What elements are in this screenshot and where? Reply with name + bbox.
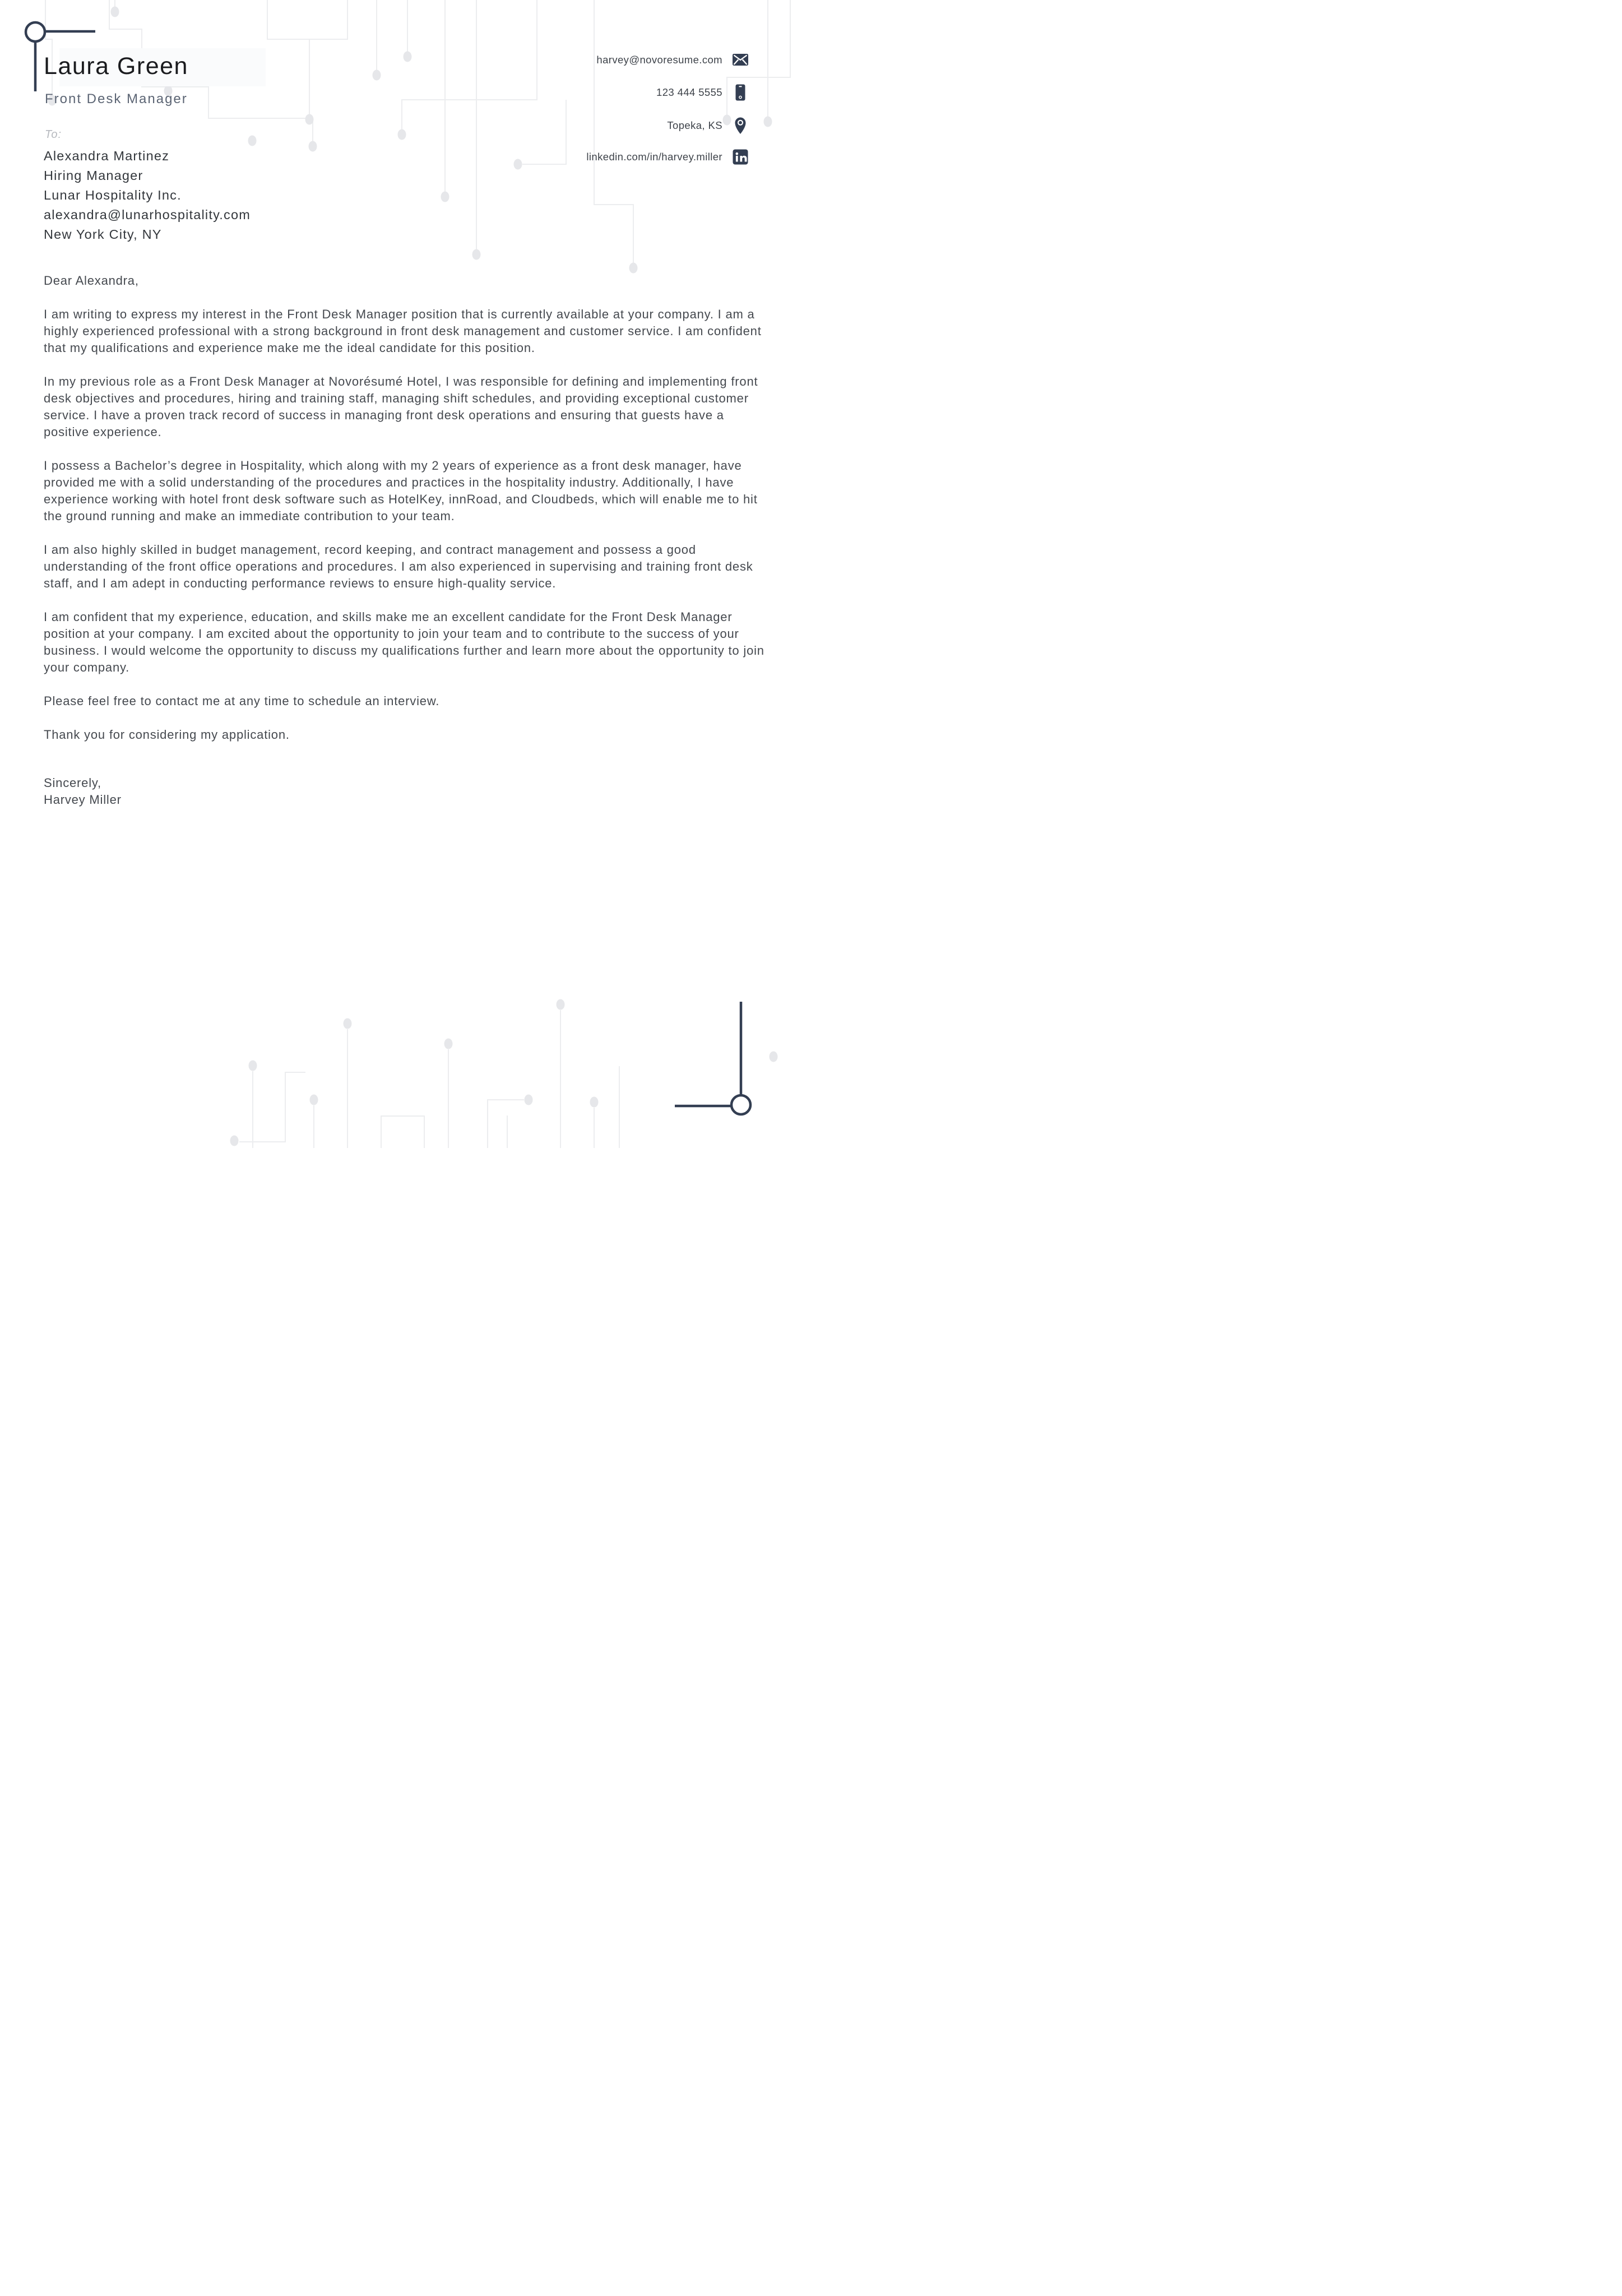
contact-location-value: Topeka, KS	[667, 119, 722, 131]
recipient-block	[44, 146, 251, 244]
candidate-job-title: Front Desk Manager	[45, 91, 188, 107]
letter-signature: Harvey Miller	[44, 793, 122, 807]
contact-phone-value: 123 444 5555	[656, 86, 722, 98]
contact-email-row	[596, 51, 749, 69]
recipient-city: New York City, NY	[44, 227, 162, 242]
contact-location-row	[667, 117, 749, 135]
email-icon	[732, 51, 749, 69]
letter-body	[44, 272, 771, 808]
recipient-company: Lunar Hospitality Inc.	[44, 188, 182, 202]
letter-greeting: Dear Alexandra,	[44, 274, 139, 288]
contact-phone-row	[656, 84, 749, 101]
contact-email-value: harvey@novoresume.com	[596, 54, 722, 66]
linkedin-icon	[732, 148, 749, 166]
contact-linkedin-value: linkedin.com/in/harvey.miller	[586, 151, 722, 163]
bottom-right-accent-circle	[731, 1095, 750, 1114]
top-left-accent-circle	[26, 22, 45, 41]
signature-block	[44, 775, 771, 808]
letter-contact-invitation: Please feel free to contact me at any time to schedule an interview.	[44, 694, 440, 708]
candidate-name: Laura Green	[44, 53, 188, 80]
letter-paragraph: I possess a Bachelor’s degree in Hospitality, which along with my 2 years of experience as a front desk manager, have provided me with a solid understanding of the procedures and practices in the hospitality industry. Additionally, I have experience working with hotel front desk software such as HotelKey, innRoad, and Cloudbeds, which will enable me to hit the ground running and make an immediate contribution to your team.	[44, 459, 758, 523]
letter-thanks: Thank you for considering my application.	[44, 728, 290, 742]
recipient-label: To:	[45, 128, 62, 141]
letter-paragraph: I am writing to express my interest in the Front Desk Manager position that is currently available at your company. I am a highly experienced professional with a strong background in front desk management and customer service. I am confident that my qualifications and experience make me the ideal candidate for this position.	[44, 307, 762, 355]
letter-paragraph: In my previous role as a Front Desk Manager at Novorésumé Hotel, I was responsible for defining and implementing front desk objectives and procedures, hiring and training staff, managing shift schedules, and providing exceptional customer service. I have a proven track record of success in managing front desk operations and ensuring that guests have a positive experience.	[44, 374, 758, 439]
phone-icon	[732, 84, 749, 101]
cover-letter-page	[0, 0, 811, 1148]
contact-linkedin-row	[586, 148, 749, 166]
location-pin-icon	[732, 117, 749, 135]
letter-paragraph: I am confident that my experience, education, and skills make me an excellent candidate for the Front Desk Manager position at your company. I am excited about the opportunity to join your team and to contribute to the success of your business. I would welcome the opportunity to discuss my qualifications further and learn more about the opportunity to join your company.	[44, 610, 764, 674]
letter-closing: Sincerely,	[44, 776, 101, 790]
letter-paragraph: I am also highly skilled in budget management, record keeping, and contract management and possess a good understanding of the front office operations and procedures. I am also experienced in supervising and training front desk staff, and I am adept in conducting performance reviews to ensure high-quality service.	[44, 543, 753, 590]
recipient-role: Hiring Manager	[44, 168, 143, 183]
recipient-name: Alexandra Martinez	[44, 149, 170, 163]
recipient-email: alexandra@lunarhospitality.com	[44, 207, 251, 222]
